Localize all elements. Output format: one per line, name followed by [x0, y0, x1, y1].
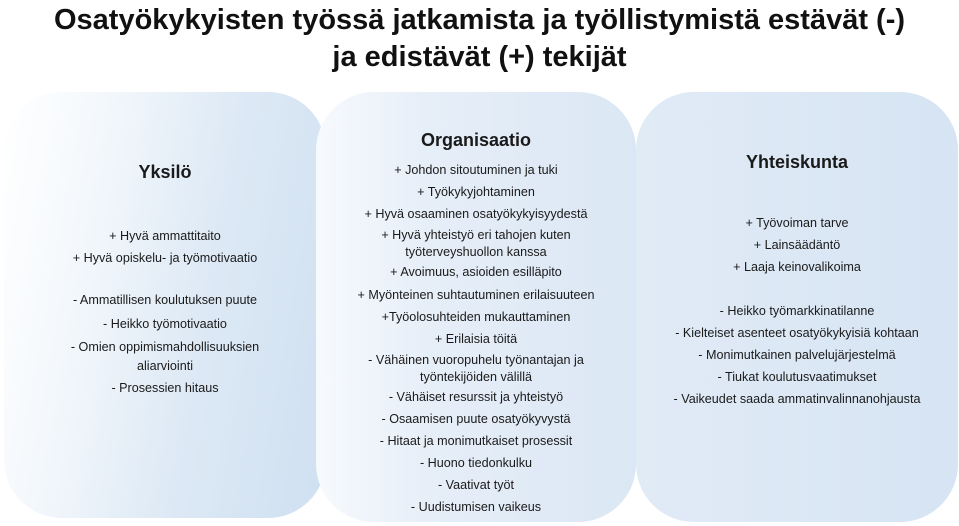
organisaatio-item: + Hyvä yhteistyö eri tahojen kuten työterveyshuollon kanssa: [381, 228, 571, 259]
panel-yksilo: [4, 92, 326, 518]
yksilo-heading: Yksilö: [138, 162, 192, 182]
yhteiskunta-positive-item: + Lainsäädäntö: [753, 238, 841, 252]
organisaatio-item: + Erilaisia töitä: [434, 332, 518, 346]
yhteiskunta-negative-item: - Kielteiset asenteet osatyökykyisiä kohtaan: [675, 326, 919, 340]
organisaatio-item: - Vähäiset resurssit ja yhteistyö: [388, 390, 564, 404]
yhteiskunta-negatives: [636, 302, 958, 409]
yksilo-negative-item: - Omien oppimismahdollisuuksien aliarviointi: [70, 340, 260, 373]
organisaatio-item: +Työolosuhteiden mukauttaminen: [381, 310, 571, 324]
yksilo-negative-item: - Heikko työmotivaatio: [103, 317, 227, 331]
diagram-title: [0, 2, 959, 76]
organisaatio-item: - Vähäinen vuoropuhelu työnantajan ja työntekijöiden välillä: [368, 353, 584, 384]
organisaatio-item: - Huono tiedonkulku: [419, 456, 532, 470]
title-line-2: ja edistävät (+) tekijät: [332, 41, 627, 73]
organisaatio-item: + Avoimuus, asioiden esilläpito: [390, 265, 562, 279]
organisaatio-item: + Hyvä osaaminen osatyökykyisyydestä: [364, 207, 588, 221]
organisaatio-item: - Hitaat ja monimutkaiset prosessit: [379, 434, 573, 448]
yksilo-negative-item: - Prosessien hitaus: [111, 381, 219, 395]
yhteiskunta-negative-item: - Heikko työmarkkinatilanne: [719, 304, 875, 318]
yhteiskunta-negative-item: - Monimutkainen palvelujärjestelmä: [698, 348, 896, 362]
organisaatio-item: + Myönteinen suhtautuminen erilaisuuteen: [357, 288, 595, 302]
title-line-1: Osatyökykyisten työssä jatkamista ja työllistymistä estävät (-): [53, 4, 906, 36]
yhteiskunta-positive-item: + Laaja keinovalikoima: [733, 260, 861, 274]
panel-organisaatio: [316, 92, 636, 522]
organisaatio-heading: Organisaatio: [420, 130, 532, 150]
panel-yhteiskunta: [636, 92, 958, 522]
yksilo-positives: [4, 227, 326, 268]
yksilo-positive-item: + Hyvä opiskelu- ja työmotivaatio: [72, 251, 258, 265]
organisaatio-item: + Johdon sitoutuminen ja tuki: [394, 163, 558, 177]
yhteiskunta-heading: Yhteiskunta: [745, 152, 849, 172]
yksilo-negatives: [4, 291, 326, 398]
yhteiskunta-positive-item: + Työvoiman tarve: [745, 216, 849, 230]
yhteiskunta-negative-item: - Tiukat koulutusvaatimukset: [717, 370, 877, 384]
yksilo-positive-item: + Hyvä ammattitaito: [109, 229, 221, 243]
organisaatio-item: - Uudistumisen vaikeus: [410, 500, 542, 514]
yhteiskunta-negative-item: - Vaikeudet saada ammatinvalinnanohjausta: [673, 392, 921, 406]
organisaatio-item: + Työkykyjohtaminen: [417, 185, 535, 199]
organisaatio-items: [316, 161, 636, 517]
yksilo-negative-item: - Ammatillisen koulutuksen puute: [72, 293, 258, 307]
yhteiskunta-positives: [636, 214, 958, 277]
organisaatio-item: - Osaamisen puute osatyökyvystä: [381, 412, 571, 426]
organisaatio-item: - Vaativat työt: [437, 478, 515, 492]
